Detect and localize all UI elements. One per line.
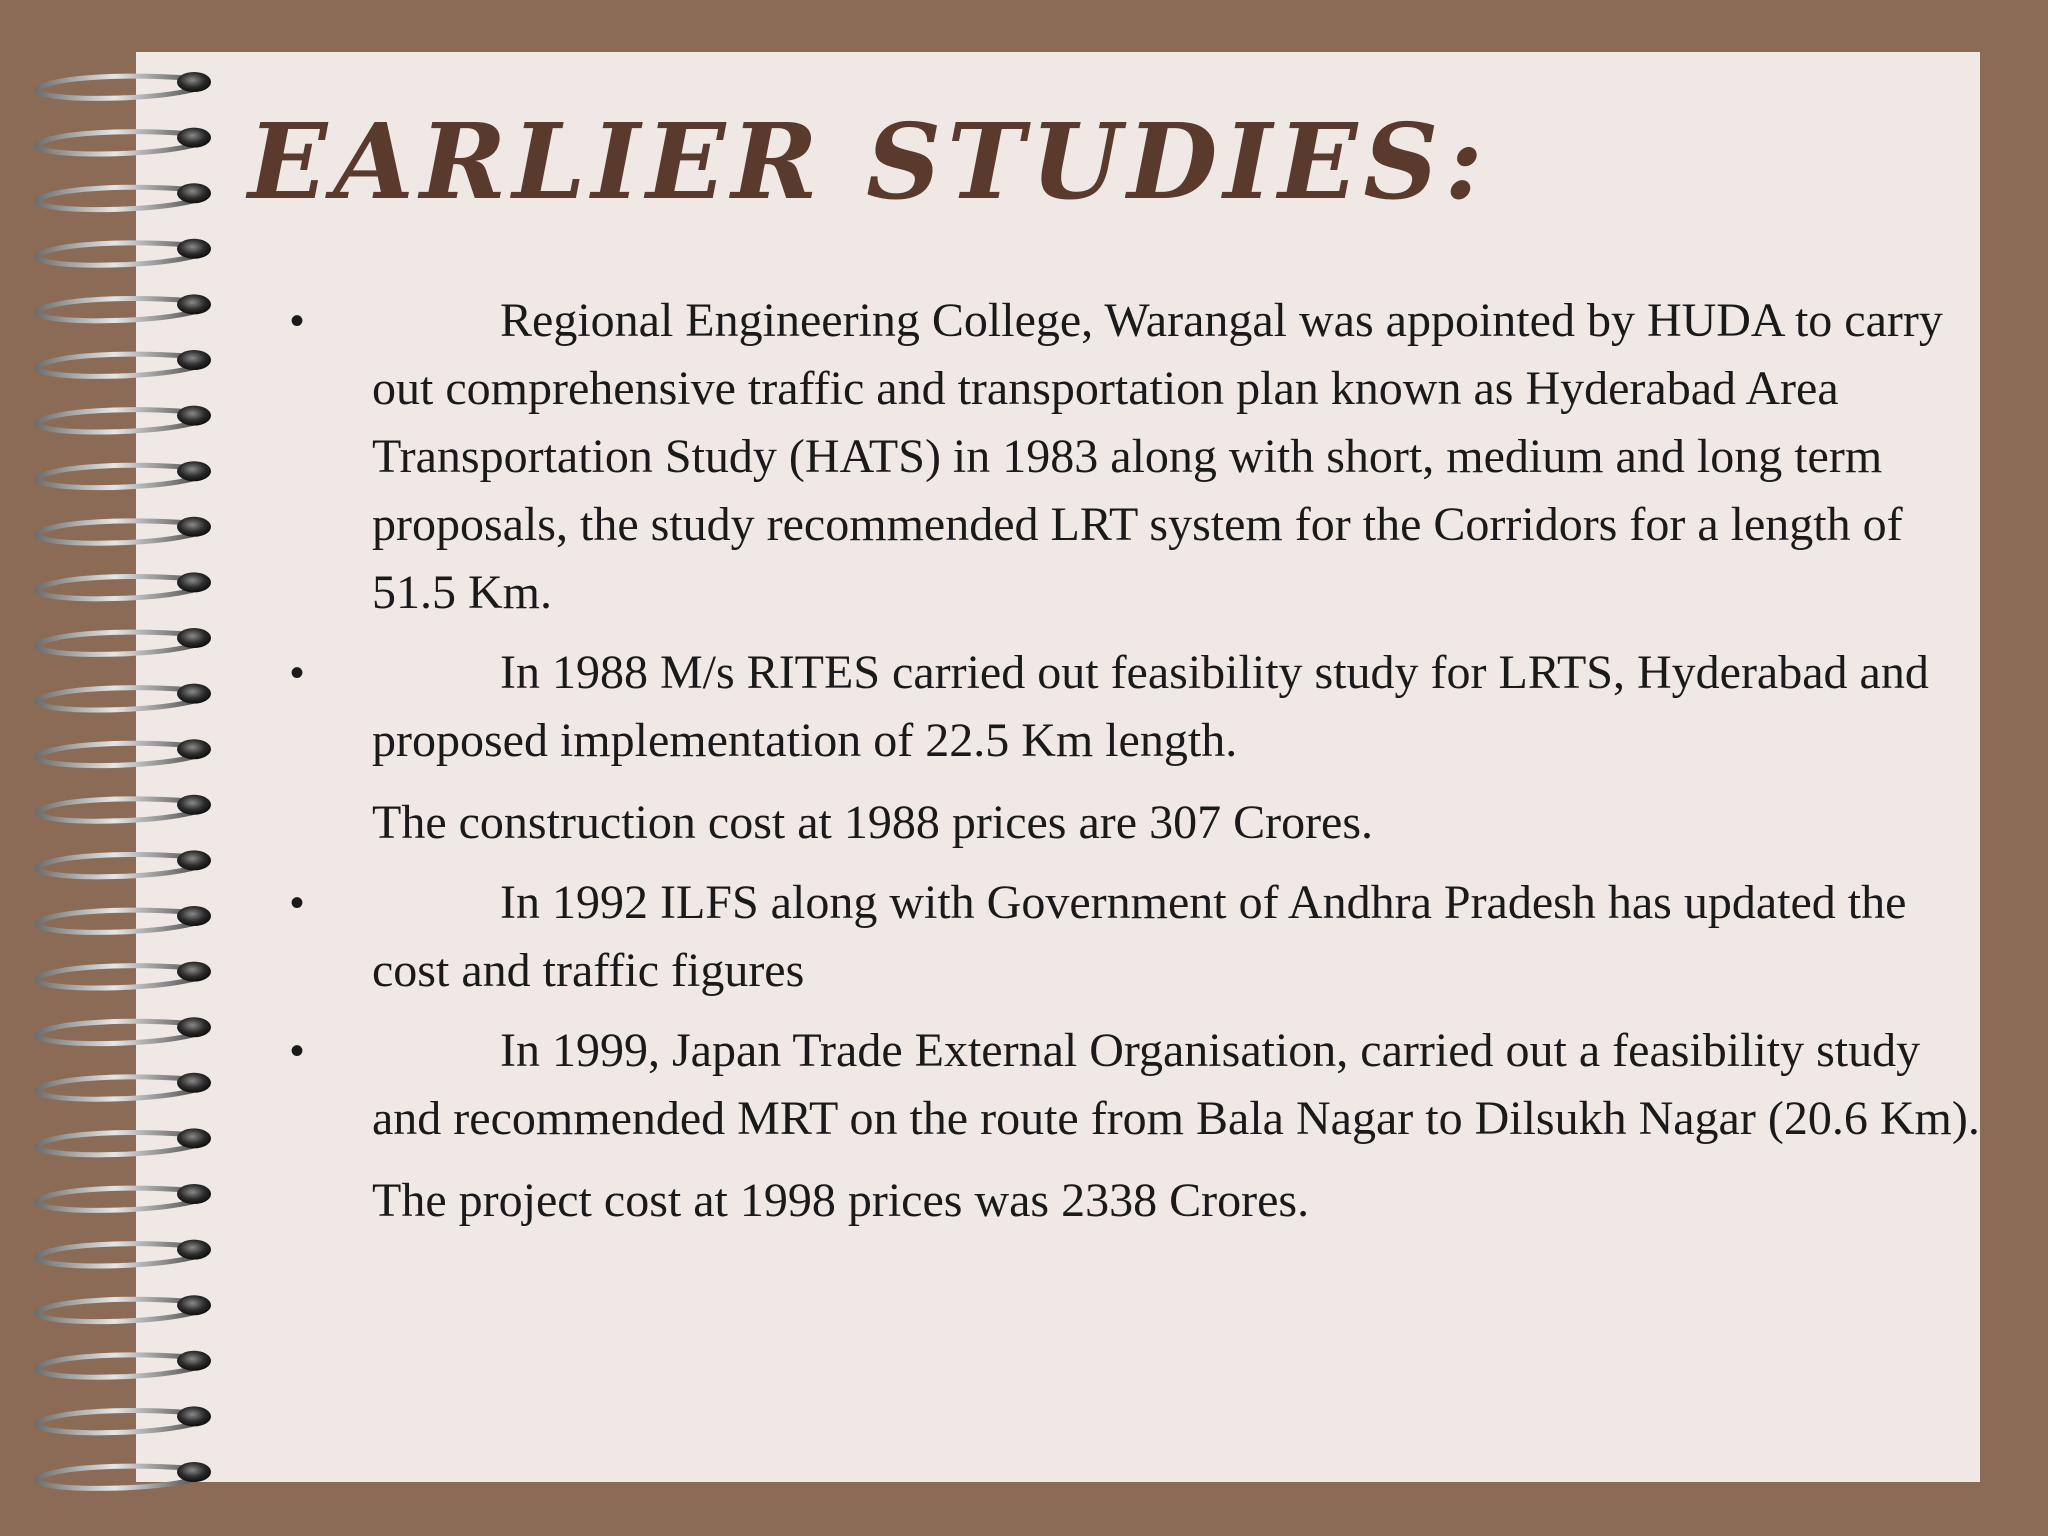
bullet: • (290, 881, 305, 925)
spiral-ring (37, 962, 211, 988)
spiral-ring (37, 1295, 211, 1321)
bullet: • (290, 299, 305, 343)
spiral-ring (37, 461, 211, 487)
spiral-ring (37, 1017, 211, 1043)
spiral-ring (37, 406, 211, 432)
spiral-ring (37, 1128, 211, 1154)
spiral-ring (37, 350, 211, 376)
bullet: • (290, 651, 305, 695)
list-item (290, 639, 1990, 775)
spiral-ring (37, 906, 211, 932)
spiral-ring (37, 795, 211, 821)
spiral-ring (37, 739, 211, 765)
cost-note: The project cost at 1998 prices was 2338 Crores. (372, 1174, 1310, 1227)
list-item (290, 287, 1990, 627)
spiral-ring (37, 294, 211, 320)
list-item-text: Regional Engineering College, Warangal was appointed by HUDA to carry out comprehensive traffic and transportation plan known as Hyderabad Area Transportation Study (HATS) in 1983 along with short, medium and long term proposals, the study recommended LRT system for the Corridors for a length of 51.5 Km. (372, 294, 1943, 619)
spiral-ring (37, 850, 211, 876)
bullet: • (290, 1029, 305, 1073)
spiral-ring (37, 72, 211, 98)
spiral-ring (37, 1073, 211, 1099)
spiral-ring (37, 628, 211, 654)
study-list (290, 287, 1990, 1235)
list-item-text: In 1988 M/s RITES carried out feasibility study for LRTS, Hyderabad and proposed implementation of 22.5 Km length. (372, 646, 1929, 767)
spiral-ring (37, 517, 211, 543)
spiral-ring (37, 1240, 211, 1266)
page-title: EARLIER STUDIES: (248, 100, 1489, 223)
spiral-ring (37, 1351, 211, 1377)
spiral-ring (37, 684, 211, 710)
list-item (290, 1017, 1990, 1153)
list-item (290, 869, 1990, 1005)
cost-note: The construction cost at 1988 prices are 307 Crores. (372, 796, 1374, 849)
spiral-ring (37, 1406, 211, 1432)
spiral-ring (37, 183, 211, 209)
spiral-ring (37, 239, 211, 265)
list-item-text: In 1999, Japan Trade External Organisation, carried out a feasibility study and recommended MRT on the route from Bala Nagar to Dilsukh Nagar (20.6 Km). (372, 1024, 1980, 1145)
spiral-ring (37, 1184, 211, 1210)
spiral-ring (37, 1462, 211, 1488)
spiral-binding (0, 0, 240, 1536)
list-item-text: In 1992 ILFS along with Government of Andhra Pradesh has updated the cost and traffic figures (372, 876, 1907, 997)
spiral-ring (37, 572, 211, 598)
spiral-ring (37, 128, 211, 154)
